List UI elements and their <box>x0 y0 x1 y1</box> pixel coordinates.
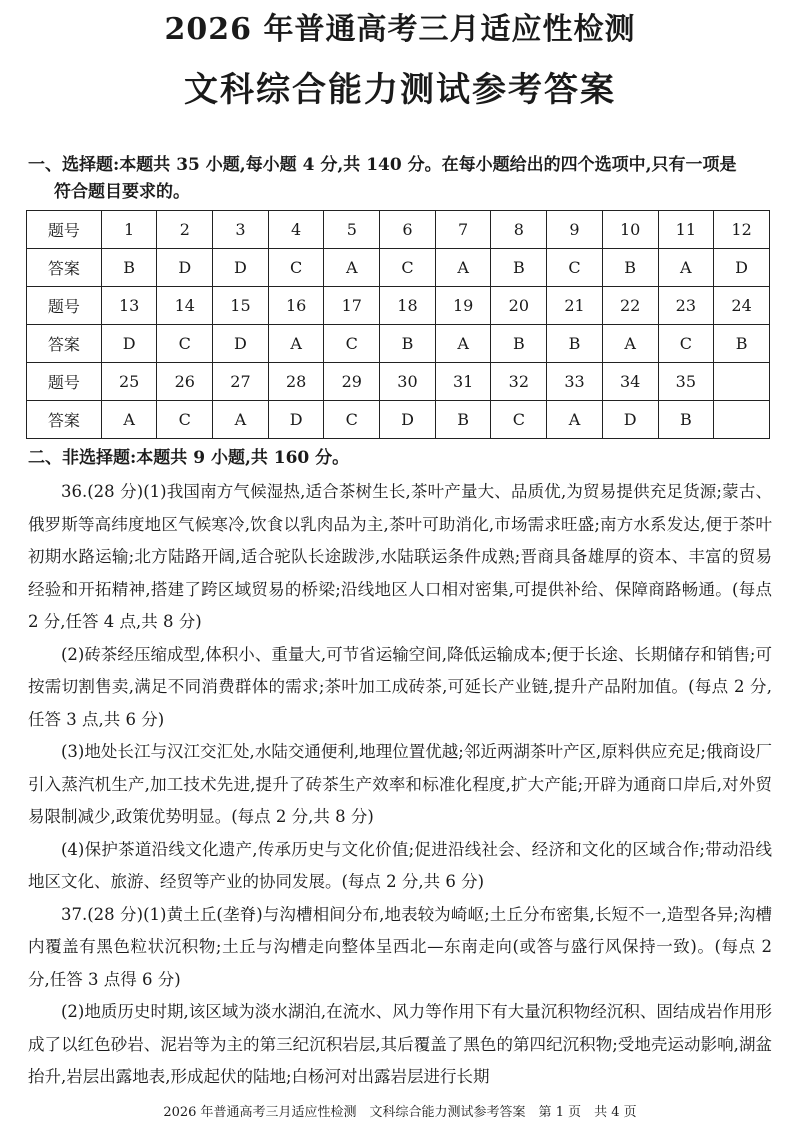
paragraph-37-1: 37.(28 分)(1)黄土丘(垄脊)与沟槽相间分布,地表较为崎岖;土丘分布密集,长短不一,造型各异;沟槽内覆盖有黑色粒状沉积物;土丘与沟槽走向整体呈西北—东南走向(或答与盛行风保持一致)。(每点 2 分,任答 3 点得 6 分) <box>28 904 772 989</box>
answer-cell: A <box>602 325 658 363</box>
answer-row <box>27 325 770 363</box>
question-number-cell: 4 <box>268 211 324 249</box>
answer-cell: A <box>435 249 491 287</box>
question-number-cell: 7 <box>435 211 491 249</box>
answer-cell: C <box>491 401 547 439</box>
question-number-cell: 28 <box>268 363 324 401</box>
question-number-cell: 33 <box>547 363 603 401</box>
question-number-cell: 27 <box>213 363 269 401</box>
answer-cell: D <box>268 401 324 439</box>
answer-cell: D <box>714 249 770 287</box>
paragraph-37-2: (2)地质历史时期,该区域为淡水湖泊,在流水、风力等作用下有大量沉积物经沉积、固结成岩作用形成了以红色砂岩、泥岩等为主的第三纪沉积岩层,其后覆盖了黑色的第四纪沉积物;受地壳运动影响,湖盆抬升,岩层出露地表,形成起伏的陆地;白杨河对出露岩层进行长期 <box>28 1002 772 1086</box>
answer-cell: A <box>435 325 491 363</box>
question-number-row <box>27 287 770 325</box>
answers-body <box>28 476 772 1094</box>
question-number-cell: 24 <box>714 287 770 325</box>
question-number-cell: 8 <box>491 211 547 249</box>
answer-cell: B <box>380 325 436 363</box>
answer-cell: A <box>324 249 380 287</box>
question-number-cell: 31 <box>435 363 491 401</box>
question-number-cell: 18 <box>380 287 436 325</box>
question-number-row <box>27 363 770 401</box>
answer-cell: C <box>547 249 603 287</box>
paragraph-36-4: (4)保护茶道沿线文化遗产,传承历史与文化价值;促进沿线社会、经济和文化的区域合作;带动沿线地区文化、旅游、经贸等产业的协同发展。(每点 2 分,共 6 分) <box>28 839 772 891</box>
page-footer: 2026 年普通高考三月适应性检测 文科综合能力测试参考答案 第 1 页 共 4 页 <box>163 1105 637 1120</box>
question-number-cell: 2 <box>157 211 213 249</box>
answer-cell: C <box>380 249 436 287</box>
answer-cell: D <box>213 249 269 287</box>
question-number-cell: 10 <box>602 211 658 249</box>
question-number-cell: 6 <box>380 211 436 249</box>
question-number-cell: 12 <box>714 211 770 249</box>
answer-cell: A <box>658 249 714 287</box>
question-number-cell: 26 <box>157 363 213 401</box>
question-number-cell: 34 <box>602 363 658 401</box>
answer-cell <box>714 401 770 439</box>
answer-cell: B <box>658 401 714 439</box>
row-header-cell: 答案 <box>27 249 102 287</box>
exam-title: 2026 年普通高考三月适应性检测 <box>164 12 636 47</box>
question-number-cell: 23 <box>658 287 714 325</box>
question-number-cell: 5 <box>324 211 380 249</box>
question-number-cell: 11 <box>658 211 714 249</box>
answer-cell: D <box>101 325 157 363</box>
answer-cell: C <box>268 249 324 287</box>
question-number-cell: 16 <box>268 287 324 325</box>
answer-cell: B <box>491 325 547 363</box>
answer-cell: B <box>435 401 491 439</box>
section1-heading <box>28 152 780 206</box>
section2-heading: 二、非选择题:本题共 9 小题,共 160 分。 <box>28 448 350 468</box>
row-header-cell: 题号 <box>27 211 102 249</box>
answer-cell: B <box>547 325 603 363</box>
question-number-cell: 13 <box>101 287 157 325</box>
answer-cell: C <box>157 401 213 439</box>
answer-cell: A <box>101 401 157 439</box>
answer-row <box>27 401 770 439</box>
question-number-row <box>27 211 770 249</box>
paragraph-36-3: (3)地处长江与汉江交汇处,水陆交通便利,地理位置优越;邻近两湖茶叶产区,原料供应充足;俄商设厂引入蒸汽机生产,加工技术先进,提升了砖茶生产效率和标准化程度,扩大产能;开辟为通商口岸后,对外贸易限制减少,政策优势明显。(每点 2 分,共 8 分) <box>28 742 772 826</box>
paragraph-36-2: (2)砖茶经压缩成型,体积小、重量大,可节省运输空间,降低运输成本;便于长途、长期储存和销售;可按需切割售卖,满足不同消费群体的需求;茶叶加工成砖茶,可延长产业链,提升产品附加值。(每点 2 分,任答 3 点,共 6 分) <box>28 644 772 729</box>
answer-cell: C <box>324 401 380 439</box>
question-number-cell: 25 <box>101 363 157 401</box>
question-number-cell: 9 <box>547 211 603 249</box>
question-number-cell: 22 <box>602 287 658 325</box>
answer-table <box>26 210 770 439</box>
question-number-cell: 14 <box>157 287 213 325</box>
answer-cell: D <box>157 249 213 287</box>
answer-cell: C <box>157 325 213 363</box>
section1-heading-line2: 符合题目要求的。 <box>54 182 190 202</box>
question-number-cell: 30 <box>380 363 436 401</box>
answer-cell: A <box>268 325 324 363</box>
answer-cell: D <box>602 401 658 439</box>
question-number-cell: 21 <box>547 287 603 325</box>
question-number-cell: 32 <box>491 363 547 401</box>
row-header-cell: 题号 <box>27 363 102 401</box>
row-header-cell: 答案 <box>27 401 102 439</box>
answer-key-title: 文科综合能力测试参考答案 <box>184 70 616 110</box>
section1-heading-line1: 一、选择题:本题共 35 小题,每小题 4 分,共 140 分。在每小题给出的四个选项中,只有一项是 <box>28 155 737 175</box>
question-number-cell: 15 <box>213 287 269 325</box>
question-number-cell <box>714 363 770 401</box>
answer-cell: A <box>547 401 603 439</box>
question-number-cell: 17 <box>324 287 380 325</box>
question-number-cell: 20 <box>491 287 547 325</box>
answer-cell: B <box>602 249 658 287</box>
answer-cell: B <box>714 325 770 363</box>
answer-cell: A <box>213 401 269 439</box>
answer-cell: C <box>658 325 714 363</box>
question-number-cell: 3 <box>213 211 269 249</box>
row-header-cell: 题号 <box>27 287 102 325</box>
answer-cell: C <box>324 325 380 363</box>
question-number-cell: 19 <box>435 287 491 325</box>
answer-row <box>27 249 770 287</box>
row-header-cell: 答案 <box>27 325 102 363</box>
question-number-cell: 29 <box>324 363 380 401</box>
question-number-cell: 35 <box>658 363 714 401</box>
answer-cell: D <box>380 401 436 439</box>
question-number-cell: 1 <box>101 211 157 249</box>
paragraph-36-1: 36.(28 分)(1)我国南方气候湿热,适合茶树生长,茶叶产量大、品质优,为贸易提供充足货源;蒙古、俄罗斯等高纬度地区气候寒冷,饮食以乳肉品为主,茶叶可助消化,市场需求旺盛;南方水系发达,便于茶叶初期水路运输;北方陆路开阔,适合驼队长途跋涉,水陆联运条件成熟;晋商具备雄厚的资本、丰富的贸易经验和开拓精神,搭建了跨区域贸易的桥梁;沿线地区人口相对密集,可提供补给、保障商路畅通。(每点 2 分,任答 4 点,共 8 分) <box>28 482 772 631</box>
answer-cell: D <box>213 325 269 363</box>
answer-cell: B <box>101 249 157 287</box>
answer-cell: B <box>491 249 547 287</box>
